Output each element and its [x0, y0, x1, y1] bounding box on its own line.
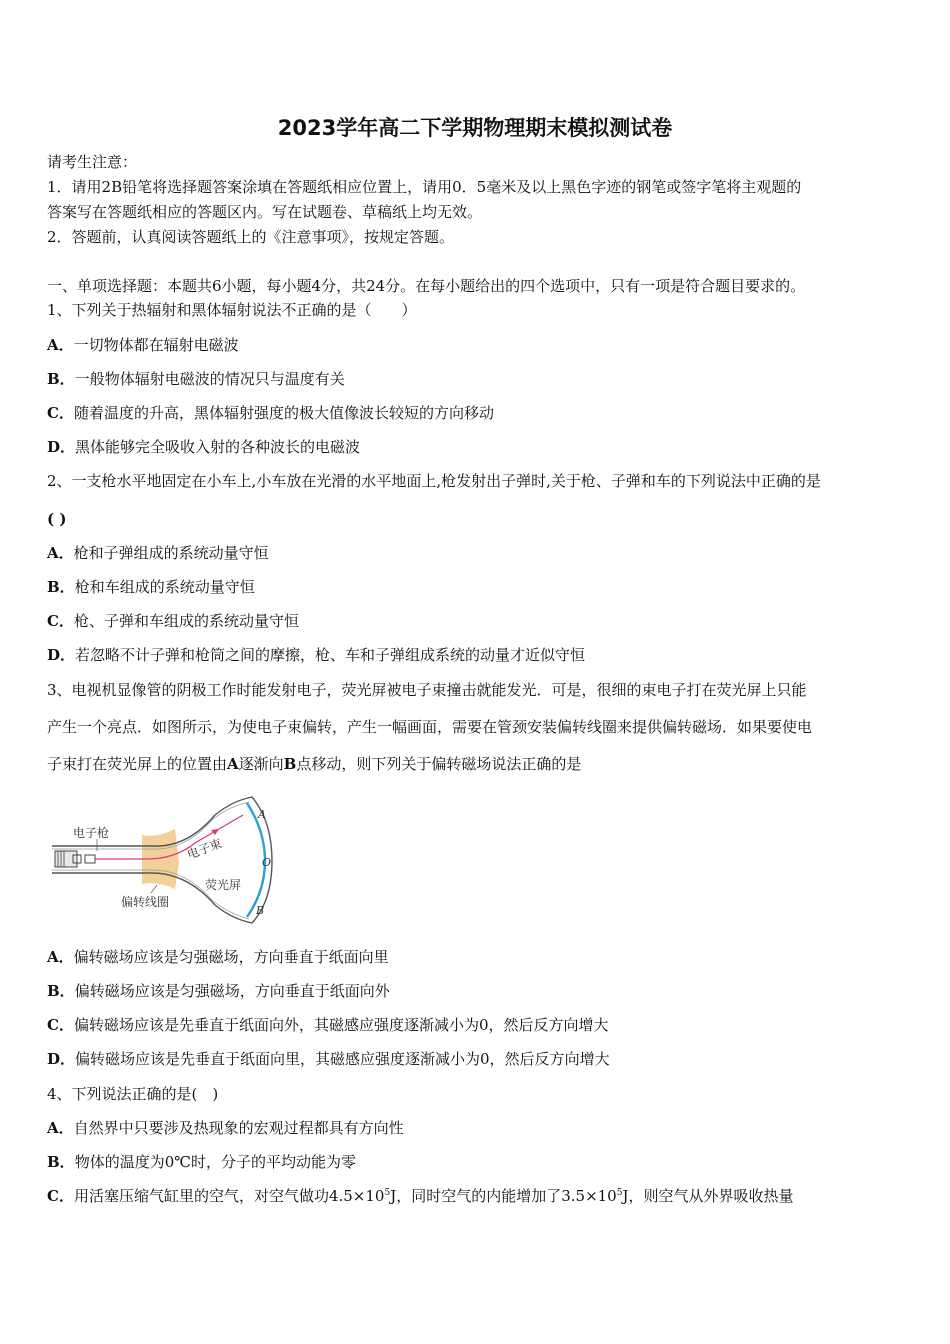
option-label: A．	[47, 336, 74, 354]
question-4-stem: 4、下列说法正确的是( )	[47, 1085, 219, 1103]
exponent: 5	[384, 1188, 391, 1198]
question-1-option-b	[47, 369, 345, 389]
label-electron-beam: 电子束	[185, 836, 224, 862]
question-3-option-a	[47, 947, 389, 967]
option-label: B．	[47, 578, 75, 596]
question-3-option-c	[47, 1015, 609, 1035]
option-text: 自然界中只要涉及热现象的宏观过程都具有方向性	[73, 1119, 404, 1137]
question-3-stem-line-2: 产生一个亮点．如图所示，为使电子束偏转，产生一幅画面，需要在管颈安装偏转线圈来提供偏转磁场．如果要使电	[47, 718, 813, 736]
option-text: 偏转磁场应该是匀强磁场，方向垂直于纸面向里	[73, 948, 389, 966]
option-text: 用活塞压缩气缸里的空气，对空气做功4.5×10	[73, 1187, 385, 1205]
notice-item-2: 2．答题前，认真阅读答题纸上的《注意事项》，按规定答题。	[47, 228, 455, 246]
point-a-ref: A	[227, 755, 239, 773]
question-2-option-c	[47, 611, 299, 631]
crt-deflection-figure	[47, 793, 287, 928]
option-text: 物体的温度为0℃时，分子的平均动能为零	[74, 1153, 357, 1171]
option-label: C．	[47, 404, 74, 422]
option-text: 枪和子弹组成的系统动量守恒	[73, 544, 269, 562]
option-text: 偏转磁场应该是匀强磁场，方向垂直于纸面向外	[74, 982, 390, 1000]
label-point-b: B	[256, 904, 265, 917]
option-label: B．	[47, 1153, 75, 1171]
stem-text: 逐渐向	[238, 755, 284, 773]
notice-item-1-line-1: 1．请用2B铅笔将选择题答案涂填在答题纸相应位置上，请用0．5毫米及以上黑色字迹的钢笔或签字笔将主观题的	[47, 178, 802, 196]
option-text: J，同时空气的内能增加了3.5×10	[390, 1187, 617, 1205]
label-screen: 荧光屏	[205, 878, 242, 892]
label-deflection-coil: 偏转线圈	[121, 895, 170, 909]
notice-heading: 请考生注意：	[47, 153, 138, 171]
option-text: 偏转磁场应该是先垂直于纸面向外，其磁感应强度逐渐减小为0，然后反方向增大	[73, 1016, 609, 1034]
option-label: C．	[47, 612, 74, 630]
question-1-stem: 1、下列关于热辐射和黑体辐射说法不正确的是（ ）	[47, 301, 417, 319]
stem-text: 子束打在荧光屏上的位置由	[47, 755, 228, 773]
page-title: 2023学年高二下学期物理期末模拟测试卷	[277, 116, 673, 140]
question-1-option-d	[47, 437, 360, 457]
question-2-stem-line-1: 2、一支枪水平地固定在小车上,小车放在光滑的水平地面上,枪发射出子弹时,关于枪、子弹和车的下列说法中正确的是	[47, 472, 821, 490]
notice-item-1-line-2: 答案写在答题纸相应的答题区内。写在试题卷、草稿纸上均无效。	[47, 203, 483, 221]
exponent: 5	[616, 1188, 623, 1198]
question-4-option-c	[47, 1186, 793, 1206]
option-label: A．	[47, 544, 74, 562]
option-text: 一切物体都在辐射电磁波	[73, 336, 239, 354]
option-label: D．	[47, 438, 76, 456]
option-label: C．	[47, 1187, 74, 1205]
option-text: J，则空气从外界吸收热量	[622, 1187, 794, 1205]
label-electron-gun: 电子枪	[73, 826, 110, 840]
question-2-stem-line-2: ( )	[47, 510, 67, 528]
option-text: 偏转磁场应该是先垂直于纸面向里，其磁感应强度逐渐减小为0，然后反方向增大	[75, 1050, 610, 1068]
label-point-o: O	[262, 856, 272, 869]
question-3-option-b	[47, 981, 390, 1001]
option-label: C．	[47, 1016, 74, 1034]
option-text: 枪和车组成的系统动量守恒	[74, 578, 255, 596]
label-point-a: A	[258, 808, 266, 821]
question-1-option-a	[47, 335, 239, 355]
option-label: B．	[47, 982, 75, 1000]
option-text: 黑体能够完全吸收入射的各种波长的电磁波	[75, 438, 361, 456]
stem-text: 点移动，则下列关于偏转磁场说法正确的是	[296, 755, 582, 773]
question-3-stem-line-3	[47, 754, 581, 774]
option-text: 枪、子弹和车组成的系统动量守恒	[73, 612, 299, 630]
question-3-stem-line-1: 3、电视机显像管的阴极工作时能发射电子，荧光屏被电子束撞击就能发光．可是，很细的束电子打在荧光屏上只能	[47, 681, 807, 699]
question-4-option-b	[47, 1152, 356, 1172]
question-3-option-d	[47, 1049, 610, 1069]
option-text: 一般物体辐射电磁波的情况只与温度有关	[74, 370, 345, 388]
beam-arrow-icon	[211, 829, 219, 835]
option-label: D．	[47, 646, 76, 664]
question-2-option-a	[47, 543, 269, 563]
question-4-option-a	[47, 1118, 404, 1138]
point-b-ref: B	[283, 755, 297, 773]
section-1-heading: 一、单项选择题：本题共6小题，每小题4分，共24分。在每小题给出的四个选项中，只有一项是符合题目要求的。	[47, 277, 806, 295]
option-label: A．	[47, 1119, 74, 1137]
question-1-option-c	[47, 403, 494, 423]
option-label: D．	[47, 1050, 76, 1068]
question-2-option-d	[47, 645, 585, 665]
question-2-option-b	[47, 577, 255, 597]
option-label: B．	[47, 370, 75, 388]
option-label: A．	[47, 948, 74, 966]
option-text: 随着温度的升高，黑体辐射强度的极大值像波长较短的方向移动	[73, 404, 494, 422]
option-text: 若忽略不计子弹和枪筒之间的摩擦，枪、车和子弹组成系统的动量才近似守恒	[75, 646, 586, 664]
